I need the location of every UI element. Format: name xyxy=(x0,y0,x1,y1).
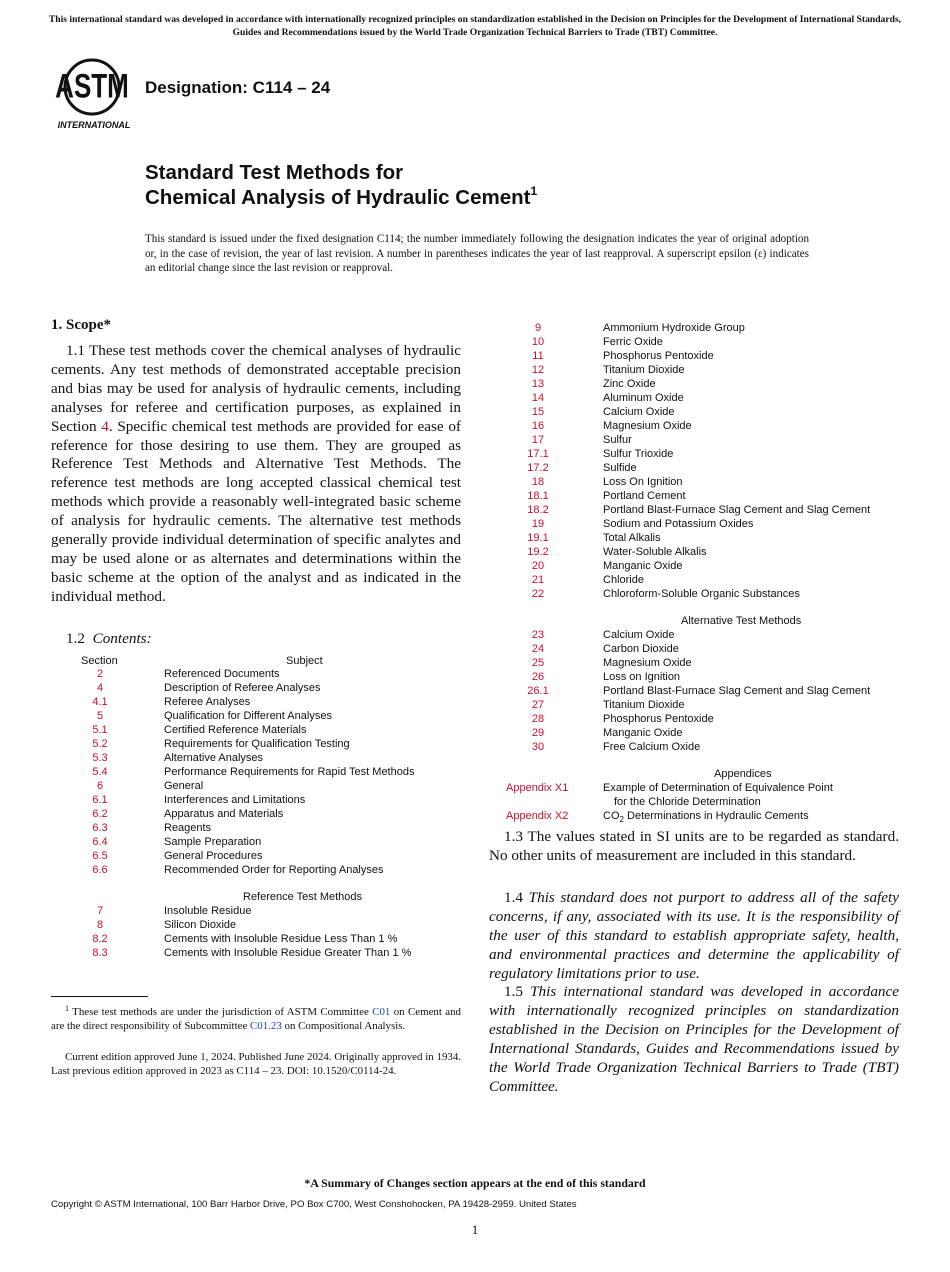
section-subject: Free Calcium Oxide xyxy=(603,741,701,753)
section-subject: Referenced Documents xyxy=(164,668,280,680)
section-link[interactable]: 19.1 xyxy=(527,532,549,544)
section-link[interactable]: 9 xyxy=(534,322,542,334)
section-link[interactable]: 18 xyxy=(531,476,545,488)
section-subject: Cements with Insoluble Residue Greater Than 1 % xyxy=(164,947,412,959)
section-subject: Phosphorus Pentoxide xyxy=(603,713,714,725)
section-link[interactable]: 26.1 xyxy=(527,685,549,697)
section-link[interactable]: 5.1 xyxy=(92,724,108,736)
section-subject: Portland Cement xyxy=(603,490,686,502)
copyright: Copyright © ASTM International, 100 Barr Harbor Drive, PO Box C700, West Conshohocken, PA 19428-2959. United States xyxy=(51,1199,577,1210)
section-subject: Total Alkalis xyxy=(603,532,661,544)
section-link[interactable]: 8.2 xyxy=(92,933,108,945)
section-link[interactable]: 6.5 xyxy=(92,850,108,862)
section-subject: Loss On Ignition xyxy=(603,476,683,488)
logo-text: ASTM xyxy=(55,68,129,106)
section-subject: Certified Reference Materials xyxy=(164,724,307,736)
col-subject-header: Subject xyxy=(286,655,323,667)
section-subject: Description of Referee Analyses xyxy=(164,682,321,694)
paragraph-1-4: 1.4 This standard does not purport to address all of the safety concerns, if any, associated with its use. It is the responsibility of the user of this standard to establish appropriate safety, health, and environmental practices and determine the applicability of regulatory limitations prior to use. xyxy=(489,889,900,982)
section-link[interactable]: 5 xyxy=(96,710,104,722)
section-subject: General Procedures xyxy=(164,850,263,862)
paragraph-1-3: 1.3 The values stated in SI units are to be regarded as standard. No other units of measurement are included in this standard. xyxy=(489,828,899,864)
section-link[interactable]: 11 xyxy=(532,350,544,362)
section-subject: Zinc Oxide xyxy=(603,378,656,390)
section-subject: Carbon Dioxide xyxy=(603,643,679,655)
section-subject: Silicon Dioxide xyxy=(164,919,237,931)
paragraph-1-5: 1.5 This international standard was developed in accordance with internationally recognized principles on standardization established in the Decision on Principles for the Development of International Standards, Guides and Recommendations issued by the World Trade Organization Technical Barriers to Trade (TBT) Committee. xyxy=(489,983,900,1095)
footnote-edition: Current edition approved June 1, 2024. Published June 2024. Originally approved in 1934. Last previous edition approved in 2023 as C114 – 23. DOI: 10.1520/C0114-24. xyxy=(51,1051,461,1077)
page-title xyxy=(145,160,537,210)
section-subject: Sulfur xyxy=(603,434,632,446)
section-link[interactable]: 5.4 xyxy=(92,766,108,778)
section-link[interactable]: 4 xyxy=(96,682,104,694)
section-link[interactable]: 19 xyxy=(531,518,545,530)
section-link[interactable]: 27 xyxy=(531,699,545,711)
section-subject: Reagents xyxy=(164,822,212,834)
section-link[interactable]: 8.3 xyxy=(92,947,108,959)
section-subject: Loss on Ignition xyxy=(603,671,681,683)
section-link[interactable]: 25 xyxy=(531,657,545,669)
page-number: 1 xyxy=(471,1222,479,1237)
section-link[interactable]: 26 xyxy=(531,671,545,683)
section-subject: Titanium Dioxide xyxy=(603,699,685,711)
section-link[interactable]: 30 xyxy=(531,741,545,753)
section-subject: Manganic Oxide xyxy=(603,727,683,739)
paragraph-1-1: 1.1 These test methods cover the chemical analyses of hydraulic cements. Any test methods of demonstrated acceptable precision and bias may be used for analysis of hydraulic cements, including analyses for referee and certification purposes, as explained in Section 4. Specific chemical test methods are provided for ease of reference for those desiring to use them. They are grouped as Reference Test Methods and Alternative Test Methods. The reference test methods are long accepted classical chemical test methods which provide a reasonably well-integrated basic scheme of analysis for hydraulic cements. The alternative test methods generally provide individual determination of specific analytes and may be used alone or as alternates and determinations within the basic scheme at the option of the analyst and as indicated in the individual method. xyxy=(51,342,461,605)
section-link[interactable]: 22 xyxy=(531,588,545,600)
section-subject: Insoluble Residue xyxy=(164,905,252,917)
section-link[interactable]: 6.3 xyxy=(92,822,108,834)
designation: Designation: C114 – 24 xyxy=(145,78,331,97)
appendix-x1-link[interactable]: Appendix X1 xyxy=(506,782,569,794)
section-link[interactable]: 19.2 xyxy=(527,546,549,558)
col-section-header: Section xyxy=(81,655,118,667)
committee-c01-link[interactable]: C01 xyxy=(372,1006,391,1018)
section-subject: Aluminum Oxide xyxy=(603,392,684,404)
section-link[interactable]: 6.4 xyxy=(92,836,108,848)
appendices-heading: Appendices xyxy=(714,768,772,780)
title-line-2: Chemical Analysis of Hydraulic Cement xyxy=(145,186,531,209)
section-subject: Ammonium Hydroxide Group xyxy=(603,322,745,334)
subcommittee-link[interactable]: C01.23 xyxy=(250,1020,282,1032)
section-link[interactable]: 20 xyxy=(531,560,545,572)
footnote-rule xyxy=(51,996,148,997)
section-link[interactable]: 4.1 xyxy=(92,696,108,708)
section-subject: Alternative Analyses xyxy=(164,752,264,764)
section-link[interactable]: 17 xyxy=(531,434,545,446)
reference-heading: Reference Test Methods xyxy=(243,891,363,903)
logo-subtext: INTERNATIONAL xyxy=(57,120,131,130)
section-link[interactable]: 6.1 xyxy=(92,794,108,806)
section-subject: Calcium Oxide xyxy=(603,406,675,418)
section-link[interactable]: 17.2 xyxy=(527,462,549,474)
section-subject: Chloroform-Soluble Organic Substances xyxy=(603,588,800,600)
astm-logo xyxy=(54,56,134,132)
section-link[interactable]: 16 xyxy=(531,420,545,432)
scope-heading: 1. Scope* xyxy=(51,317,111,333)
section-link[interactable]: 15 xyxy=(531,406,545,418)
title-line-1: Standard Test Methods for xyxy=(145,161,404,184)
section-subject: Magnesium Oxide xyxy=(603,657,692,669)
issued-note: This standard is issued under the fixed designation C114; the number immediately following the designation indicates the year of original adoption or, in the case of revision, the year of last revision. A number in parentheses indicates the year of last reapproval. A superscript epsilon (ε) indicates an editorial change since the last revision or reapproval. xyxy=(145,233,809,274)
section-link[interactable]: 18.1 xyxy=(527,490,549,502)
section-subject: Calcium Oxide xyxy=(603,629,675,641)
section-link[interactable]: 28 xyxy=(531,713,545,725)
standard-notice: This international standard was developed in accordance with internationally recognized principles on standardization established in the Decision on Principles for the Development of International Standards, Guides and Recommendations issued by the World Trade Organization Technical Barriers to Trade (TBT) Committee. xyxy=(48,14,902,38)
section-link[interactable]: 2 xyxy=(96,668,104,680)
section-subject: Portland Blast-Furnace Slag Cement and Slag Cement xyxy=(603,685,871,697)
section-link[interactable]: 17.1 xyxy=(527,448,549,460)
section-subject: Sulfur Trioxide xyxy=(603,448,674,460)
section-subject: Cements with Insoluble Residue Less Than 1 % xyxy=(164,933,398,945)
section-link[interactable]: 18.2 xyxy=(527,504,549,516)
section-subject: Chloride xyxy=(603,574,644,586)
alternative-heading: Alternative Test Methods xyxy=(681,615,802,627)
section-link[interactable]: 12 xyxy=(531,364,545,376)
footnote-1: $^1$ These test methods are under the jurisdiction of ASTM Committee C01 on Cement and are the direct responsibility of Subcommittee C01.23 on Compositional Analysis. xyxy=(51,1004,461,1032)
section-4-link[interactable]: 4 xyxy=(101,417,109,435)
paragraph-1-2: 1.2 Contents: xyxy=(66,630,152,647)
summary-note: *A Summary of Changes section appears at the end of this standard xyxy=(304,1176,646,1190)
section-link[interactable]: 6.6 xyxy=(92,864,108,876)
section-subject: Magnesium Oxide xyxy=(603,420,692,432)
section-link[interactable]: 21 xyxy=(531,574,545,586)
section-link[interactable]: 5.3 xyxy=(92,752,108,764)
section-subject: Requirements for Qualification Testing xyxy=(164,738,350,750)
section-subject: Sodium and Potassium Oxides xyxy=(603,518,754,530)
section-link[interactable]: 5.2 xyxy=(92,738,108,750)
section-link[interactable]: 13 xyxy=(531,378,545,390)
section-link[interactable]: 8 xyxy=(96,919,104,931)
section-subject: Sulfide xyxy=(603,462,637,474)
appendix-x2-link[interactable]: Appendix X2 xyxy=(506,810,569,822)
section-link[interactable]: 10 xyxy=(531,336,545,348)
section-link[interactable]: 29 xyxy=(531,727,545,739)
section-link[interactable]: 23 xyxy=(531,629,545,641)
section-link[interactable]: 6.2 xyxy=(92,808,108,820)
section-subject: Titanium Dioxide xyxy=(603,364,685,376)
section-subject: Referee Analyses xyxy=(164,696,251,708)
section-subject: Phosphorus Pentoxide xyxy=(603,350,714,362)
section-subject: Ferric Oxide xyxy=(603,336,663,348)
section-link[interactable]: 6 xyxy=(96,780,104,792)
section-subject: Water-Soluble Alkalis xyxy=(603,546,707,558)
section-link[interactable]: 24 xyxy=(531,643,545,655)
section-subject: Manganic Oxide xyxy=(603,560,683,572)
section-link[interactable]: 14 xyxy=(531,392,545,404)
title-footnote-mark[interactable]: 1 xyxy=(530,184,538,198)
section-link[interactable]: 7 xyxy=(96,905,104,917)
section-subject: Qualification for Different Analyses xyxy=(164,710,332,722)
section-subject: Apparatus and Materials xyxy=(164,808,284,820)
section-subject: Interferences and Limitations xyxy=(164,794,306,806)
section-subject: Sample Preparation xyxy=(164,836,262,848)
section-subject: General xyxy=(164,780,204,792)
section-subject: Recommended Order for Reporting Analyses xyxy=(164,864,384,876)
section-subject: Performance Requirements for Rapid Test Methods xyxy=(164,766,415,778)
section-subject: Portland Blast-Furnace Slag Cement and Slag Cement xyxy=(603,504,871,516)
